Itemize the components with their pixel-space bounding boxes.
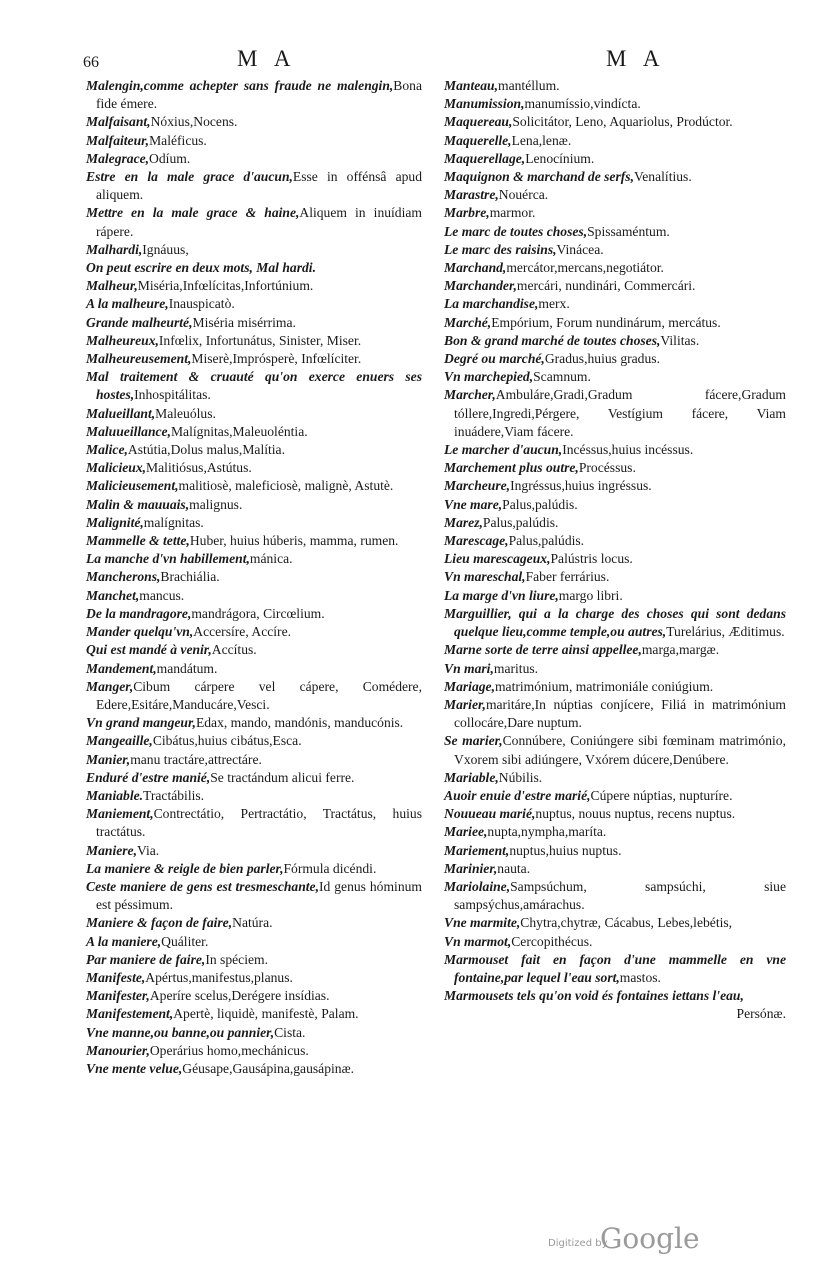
dictionary-entry <box>86 241 422 259</box>
entry-definition: Palus,palúdis. <box>502 496 578 512</box>
entry-headword: A la malheure, <box>86 296 169 312</box>
entry-definition: Turelárius, Æditimus. <box>666 624 785 640</box>
entry-definition: Géusape,Gausápina,gausápinæ. <box>182 1060 355 1076</box>
entry-definition: Id genus hóminum est péssimum. <box>96 878 422 913</box>
entry-definition: Venalítius. <box>633 169 692 185</box>
dictionary-entry <box>86 568 422 586</box>
dictionary-entry <box>86 532 422 550</box>
entry-headword: Marcheure, <box>444 478 511 494</box>
entry-headword: Marescage, <box>444 533 509 549</box>
entry-definition: Cista. <box>274 1024 306 1040</box>
dictionary-entry <box>86 113 422 131</box>
entry-definition: nupta,nympha,maríta. <box>487 824 607 840</box>
dictionary-entry <box>444 204 786 222</box>
dictionary-entry <box>86 368 422 404</box>
entry-definition: Esse in offénsâ apud aliquem. <box>96 169 423 203</box>
left-column <box>86 77 422 1078</box>
entry-definition: Nouérca. <box>498 187 549 203</box>
dictionary-entry <box>86 405 422 423</box>
entry-headword: Mander quelqu'vn, <box>86 624 194 640</box>
entry-headword: Malheureux, <box>86 332 159 348</box>
entry-definition: Empórium, Forum nundinárum, mercátus. <box>491 314 721 330</box>
entry-definition: mandátum. <box>156 660 218 676</box>
dictionary-entry <box>444 568 786 586</box>
entry-definition: malígnitas. <box>143 514 204 530</box>
dictionary-entry <box>444 314 786 332</box>
entry-headword: La manche d'vn habillement, <box>86 551 250 567</box>
dictionary-entry <box>86 314 422 332</box>
entry-definition: maritáre,In núptias conjícere, Filiá in matrimónium collocáre,Dare nuptum. <box>454 696 786 731</box>
dictionary-entry <box>444 532 786 550</box>
dictionary-entry <box>86 842 422 860</box>
dictionary-entry <box>86 914 422 932</box>
dictionary-entry <box>86 77 422 113</box>
entry-headword: Marmouset fait en façon d'une mammelle en vne fontaine,par lequel l'eau sort, <box>444 951 786 985</box>
entry-headword: Degré ou marché, <box>444 351 545 367</box>
entry-definition: margo libri. <box>558 587 623 603</box>
entry-headword: Manier, <box>86 751 131 767</box>
entry-headword: Manifeste, <box>86 969 146 985</box>
entry-headword: Malfaiteur, <box>86 132 150 148</box>
entry-definition: Miséria misérrima. <box>192 314 296 330</box>
dictionary-entry <box>86 295 422 313</box>
dictionary-entry <box>86 1060 422 1078</box>
entry-definition: Maleuólus. <box>155 405 216 421</box>
entry-headword: Marmousets tels qu'on void és fontaines iettans l'eau, <box>444 988 744 1004</box>
dictionary-entry <box>86 350 422 368</box>
dictionary-entry <box>444 459 786 477</box>
entry-headword: Malignité, <box>86 514 144 530</box>
entry-headword: Manger, <box>86 678 134 694</box>
entry-headword: Malicieux, <box>86 460 147 476</box>
entry-definition: mantéllum. <box>498 78 560 93</box>
dictionary-entry <box>444 641 786 659</box>
dictionary-entry <box>444 860 786 878</box>
watermark-google: Google <box>600 1222 700 1255</box>
entry-headword: Le marc de toutes choses, <box>444 223 588 239</box>
entry-headword: La marge d'vn liure, <box>444 587 559 603</box>
entry-headword: Mal traitement & cruauté qu'on exerce enuers ses hostes, <box>86 369 422 403</box>
dictionary-entry <box>86 878 422 914</box>
entry-definition: Maléficus. <box>149 132 207 148</box>
entry-definition: mercári, nundinári, Commercári. <box>516 278 696 294</box>
dictionary-entry <box>86 514 422 532</box>
dictionary-entry <box>444 514 786 532</box>
dictionary-entry <box>444 823 786 841</box>
dictionary-entry <box>86 1024 422 1042</box>
entry-headword: La marchandise, <box>444 296 539 312</box>
dictionary-entry <box>86 660 422 678</box>
dictionary-entry <box>444 496 786 514</box>
entry-definition: marga,margæ. <box>641 642 720 658</box>
dictionary-entry <box>86 805 422 841</box>
dictionary-entry <box>444 550 786 568</box>
entry-headword: Malheur, <box>86 278 138 294</box>
entry-definition: Fórmula dicéndi. <box>283 860 377 876</box>
entry-definition: mánica. <box>249 551 293 567</box>
entry-headword: Malueillant, <box>86 405 156 421</box>
entry-headword: Marchander, <box>444 278 517 294</box>
dictionary-entry <box>444 95 786 113</box>
entry-headword: Mariable, <box>444 769 499 785</box>
entry-definition: Se tractándum alicui ferre. <box>210 769 355 785</box>
entry-definition: Sampsúchum, sampsúchi, siue sampsýchus,amárachus. <box>454 878 786 913</box>
entry-definition: Miserè,Imprósperè, Infœlíciter. <box>191 351 362 367</box>
entry-headword: Malice, <box>86 442 128 458</box>
dictionary-entry <box>444 732 786 768</box>
dictionary-entry <box>86 441 422 459</box>
entry-headword: Mammelle & tette, <box>86 533 190 549</box>
running-head-right: M A <box>606 46 666 71</box>
entry-headword: Marinier, <box>444 860 498 876</box>
entry-definition: Palus,palúdis. <box>482 514 559 530</box>
dictionary-entry <box>86 259 422 277</box>
entry-definition: Connúbere, Coniúngere sibi fœminam matrimónio, Vxorem sibi adiúngere, Vxórem dúcere,Denúbere. <box>454 733 786 767</box>
page-header <box>0 46 838 76</box>
entry-definition: Ambuláre,Gradi,Gradum fácere,Gradum tóllere,Ingredi,Pérgere, Vestígium fácere, Viam inuádere,Viam fácere. <box>454 387 786 439</box>
entry-headword: Vn mari, <box>444 660 494 676</box>
entry-definition: Infœlix, Infortunátus, Sinister, Miser. <box>158 332 362 348</box>
dictionary-entry <box>444 951 786 987</box>
entry-headword: Maniere, <box>86 842 137 858</box>
entry-definition: Operárius homo,mechánicus. <box>149 1042 309 1058</box>
entry-definition: Vilitas. <box>660 332 700 348</box>
entry-definition: Contrectátio, Pertractátio, Tractátus, huius tractátus. <box>96 806 422 840</box>
entry-headword: Marchement plus outre, <box>444 460 579 476</box>
dictionary-entry <box>444 878 786 914</box>
entry-definition: Malitiósus,Astútus. <box>146 460 252 476</box>
entry-definition: Aperíre scelus,Derégere insídias. <box>149 988 330 1004</box>
dictionary-entry <box>86 587 422 605</box>
entry-headword: Manchet, <box>86 587 140 603</box>
entry-headword: Marastre, <box>444 187 499 203</box>
entry-headword: Marier, <box>444 696 486 712</box>
dictionary-entry <box>444 223 786 241</box>
entry-definition: matrimónium, matrimoniále coniúgium. <box>494 678 714 694</box>
dictionary-entry <box>86 751 422 769</box>
entry-headword: Manumission, <box>444 96 525 112</box>
entry-definition: Lena,lenæ. <box>511 132 572 148</box>
entry-definition: Persónæ. <box>736 1006 786 1022</box>
dictionary-entry <box>86 623 422 641</box>
entry-headword: Malegrace, <box>86 150 150 166</box>
entry-definition: manu tractáre,attrectáre. <box>130 751 262 767</box>
dictionary-entry <box>86 678 422 714</box>
dictionary-entry <box>86 987 422 1005</box>
entry-definition: Ingréssus,huius ingréssus. <box>510 478 652 494</box>
entry-definition: Lenocínium. <box>525 150 595 166</box>
entry-headword: Marez, <box>444 514 483 530</box>
entry-definition: Odíum. <box>149 150 191 166</box>
entry-headword: Marché, <box>444 314 492 330</box>
dictionary-entry <box>86 787 422 805</box>
entry-definition: Núbilis. <box>498 769 543 785</box>
entry-definition: Accítus. <box>211 642 257 658</box>
entry-definition: mercátor,mercans,negotiátor. <box>506 260 664 276</box>
entry-headword: Manifester, <box>86 988 150 1004</box>
entry-definition: Huber, huius húberis, mamma, rumen. <box>189 533 399 549</box>
entry-definition: Apértus,manifestus,planus. <box>145 969 293 985</box>
dictionary-entry <box>444 660 786 678</box>
dictionary-entry <box>444 150 786 168</box>
entry-definition: Cercopithécus. <box>511 933 593 949</box>
entry-headword: Mangeaille, <box>86 733 153 749</box>
dictionary-entry <box>444 277 786 295</box>
entry-headword: La maniere & reigle de bien parler, <box>86 860 284 876</box>
dictionary-entry <box>86 204 422 240</box>
entry-headword: De la mandragore, <box>86 605 192 621</box>
page-number: 66 <box>83 54 99 71</box>
dictionary-entry <box>444 914 786 932</box>
dictionary-entry <box>444 678 786 696</box>
entry-headword: Maquereau, <box>444 114 513 130</box>
dictionary-entry <box>444 587 786 605</box>
dictionary-entry <box>86 714 422 732</box>
dictionary-entry <box>444 696 786 732</box>
entry-headword: Le marcher d'aucun, <box>444 442 563 458</box>
entry-definition: marmor. <box>489 205 536 221</box>
entry-headword: Vne manne,ou banne,ou pannier, <box>86 1024 275 1040</box>
entry-definition: Inauspicatò. <box>168 296 235 312</box>
dictionary-entry <box>86 550 422 568</box>
dictionary-entry <box>444 332 786 350</box>
entry-headword: Maluueillance, <box>86 423 171 439</box>
entry-headword: Malhardi, <box>86 241 143 257</box>
dictionary-entry <box>86 732 422 750</box>
entry-definition: Inhospitálitas. <box>134 387 211 403</box>
entry-definition: Palústris locus. <box>550 551 633 567</box>
dictionary-entry <box>444 368 786 386</box>
entry-headword: Mettre en la male grace & haine, <box>86 205 300 221</box>
dictionary-entry <box>444 842 786 860</box>
entry-headword: Malin & mauuais, <box>86 496 190 512</box>
entry-headword: Mancherons, <box>86 569 161 585</box>
dictionary-entry <box>86 496 422 514</box>
entry-headword: Vne mare, <box>444 496 503 512</box>
dictionary-entry <box>86 769 422 787</box>
entry-headword: Marguillier, qui a la charge des choses qui sont dedans quelque lieu,comme temple,ou autres, <box>444 605 786 640</box>
entry-headword: Mariolaine, <box>444 878 511 894</box>
entry-definition: Quáliter. <box>161 933 209 949</box>
dictionary-entry <box>86 477 422 495</box>
entry-headword: Malicieusement, <box>86 478 179 494</box>
entry-definition: Via. <box>136 842 160 858</box>
entry-definition: Tractábilis. <box>143 787 205 803</box>
dictionary-entry <box>444 350 786 368</box>
entry-headword: Lieu marescageux, <box>444 551 551 567</box>
entry-headword: Maniable. <box>86 787 144 803</box>
running-head-left: M A <box>237 46 297 71</box>
entry-definition: Vinácea. <box>556 241 604 257</box>
entry-definition: nuptus,huius nuptus. <box>509 842 622 858</box>
entry-definition: manumíssio,vindícta. <box>524 96 641 112</box>
entry-definition: Ignáuus, <box>142 241 189 257</box>
entry-headword: Marne sorte de terre ainsi appellee, <box>444 642 642 658</box>
dictionary-entry <box>444 441 786 459</box>
dictionary-entry <box>444 168 786 186</box>
dictionary-entry <box>86 860 422 878</box>
entry-headword: Mandement, <box>86 660 157 676</box>
entry-definition: mandrágora, Circœlium. <box>191 605 325 621</box>
entry-definition: Chytra,chytræ, Cácabus, Lebes,lebétis, <box>520 915 733 931</box>
entry-definition: Faber ferrárius. <box>525 569 610 585</box>
entry-headword: Mariement, <box>444 842 510 858</box>
entry-headword: Malengin,comme achepter sans fraude ne malengin, <box>86 78 394 93</box>
watermark-digitized-by: Digitized by <box>548 1238 608 1249</box>
dictionary-entry <box>86 641 422 659</box>
dictionary-entry <box>86 605 422 623</box>
google-watermark <box>548 1222 788 1262</box>
entry-definition: nauta. <box>497 860 531 876</box>
entry-headword: Qui est mandé à venir, <box>86 642 212 658</box>
entry-definition: nuptus, nouus nuptus, recens nuptus. <box>535 806 736 822</box>
entry-definition: Cibum cárpere vel cápere, Comédere, Edere,Esitáre,Manducáre,Vesci. <box>96 678 422 712</box>
dictionary-entry <box>444 787 786 805</box>
entry-definition: Cúpere núptias, nupturíre. <box>590 787 733 803</box>
dictionary-entry <box>86 423 422 441</box>
entry-definition: Misériа,Infœlícitas,Infortúnium. <box>137 278 314 294</box>
dictionary-entry <box>86 969 422 987</box>
dictionary-entry <box>86 933 422 951</box>
entry-definition: Spissaméntum. <box>587 223 670 239</box>
entry-definition: mancus. <box>139 587 185 603</box>
entry-headword: Maniere & façon de faire, <box>86 915 233 931</box>
dictionary-entry <box>444 259 786 277</box>
entry-definition: Gradus,huius gradus. <box>544 351 660 367</box>
entry-headword: Malfaisant, <box>86 114 151 130</box>
entry-headword: Nouueau marié, <box>444 806 536 822</box>
entry-headword: Manteau, <box>444 78 499 93</box>
entry-definition: malitiosè, maleficiosè, malignè, Astutè. <box>178 478 394 494</box>
entry-definition: mastos. <box>619 969 661 985</box>
entry-headword: Vn marchepied, <box>444 369 534 385</box>
entry-headword: Ceste maniere de gens est tresmeschante, <box>86 878 319 894</box>
entry-headword: Vn marmot, <box>444 933 512 949</box>
entry-headword: Marchand, <box>444 260 507 276</box>
dictionary-entry <box>444 295 786 313</box>
dictionary-entry <box>444 933 786 951</box>
dictionary-entry <box>86 951 422 969</box>
entry-headword: Estre en la male grace d'aucun, <box>86 169 293 185</box>
entry-headword: Le marc des raisins, <box>444 241 557 257</box>
entry-headword: A la maniere, <box>86 933 162 949</box>
entry-headword: Manourier, <box>86 1042 150 1058</box>
dictionary-entry <box>86 168 422 204</box>
dictionary-entry <box>86 1005 422 1023</box>
entry-headword: Manifestement, <box>86 1006 174 1022</box>
entry-headword: Vne mente velue, <box>86 1060 183 1076</box>
entry-headword: Maquerellage, <box>444 150 526 166</box>
entry-definition: In spéciem. <box>205 951 268 967</box>
entry-definition: Natúra. <box>232 915 273 931</box>
entry-headword: Par maniere de faire, <box>86 951 206 967</box>
entry-headword: Auoir enuie d'estre marié, <box>444 787 591 803</box>
dictionary-entry <box>444 113 786 131</box>
dictionary-entry <box>444 241 786 259</box>
dictionary-entry <box>444 477 786 495</box>
entry-headword: Marcher, <box>444 387 496 403</box>
entry-definition: Apertè, liquidè, manifestè, Palam. <box>173 1006 359 1022</box>
dictionary-entry <box>86 277 422 295</box>
entry-headword: Marbre, <box>444 205 490 221</box>
entry-definition: Malígnitas,Maleuoléntia. <box>170 423 308 439</box>
dictionary-entry <box>86 332 422 350</box>
entry-definition: Nóxius,Nocens. <box>150 114 238 130</box>
entry-definition: Accersíre, Accíre. <box>193 624 292 640</box>
dictionary-entry <box>444 769 786 787</box>
dictionary-entry <box>86 459 422 477</box>
entry-headword: Enduré d'estre manié, <box>86 769 211 785</box>
entry-definition: maritus. <box>493 660 539 676</box>
entry-headword: Maquerelle, <box>444 132 512 148</box>
entry-headword: Vne marmite, <box>444 915 521 931</box>
dictionary-entry <box>444 386 786 441</box>
entry-headword: Maquignon & marchand de serfs, <box>444 169 634 185</box>
entry-definition: malignus. <box>189 496 243 512</box>
entry-definition: Edax, mando, mandónis, manducónis. <box>195 715 404 731</box>
entry-definition: Palus,palúdis. <box>508 533 585 549</box>
entry-definition: Scamnum. <box>533 369 591 385</box>
dictionary-entry <box>444 77 786 95</box>
dictionary-entry <box>444 1005 786 1023</box>
entry-definition: Brachiália. <box>160 569 220 585</box>
entry-definition: Bona fide émere. <box>96 78 422 112</box>
right-column <box>444 77 786 1024</box>
dictionary-entry <box>86 150 422 168</box>
entry-definition: Procéssus. <box>578 460 636 476</box>
entry-headword: On peut escrire en deux mots, Mal hardi. <box>86 260 316 276</box>
dictionary-entry <box>86 132 422 150</box>
entry-definition: Solicitátor, Leno, Aquariolus, Prodúctor. <box>512 114 733 130</box>
dictionary-entry <box>444 605 786 641</box>
entry-definition: Astútia,Dolus malus,Malítia. <box>127 442 285 458</box>
entry-headword: Vn grand mangeur, <box>86 715 196 731</box>
dictionary-entry <box>86 1042 422 1060</box>
entry-headword: Vn mareschal, <box>444 569 526 585</box>
entry-definition: merx. <box>538 296 570 312</box>
entry-definition: Aliquem in inuídiam rápere. <box>96 205 422 239</box>
entry-headword: Se marier, <box>444 733 503 749</box>
entry-headword: Maniement, <box>86 806 154 822</box>
entry-headword: Bon & grand marché de toutes choses, <box>444 332 661 348</box>
entry-definition: Cibátus,huius cibátus,Esca. <box>152 733 302 749</box>
entry-headword: Mariage, <box>444 678 495 694</box>
entry-headword: Mariee, <box>444 824 488 840</box>
dictionary-entry <box>444 987 786 1005</box>
entry-definition: Incéssus,huius incéssus. <box>562 442 694 458</box>
entry-headword: Malheureusement, <box>86 351 192 367</box>
dictionary-entry <box>444 132 786 150</box>
entry-headword: Grande malheurté, <box>86 314 193 330</box>
dictionary-entry <box>444 186 786 204</box>
dictionary-entry <box>444 805 786 823</box>
